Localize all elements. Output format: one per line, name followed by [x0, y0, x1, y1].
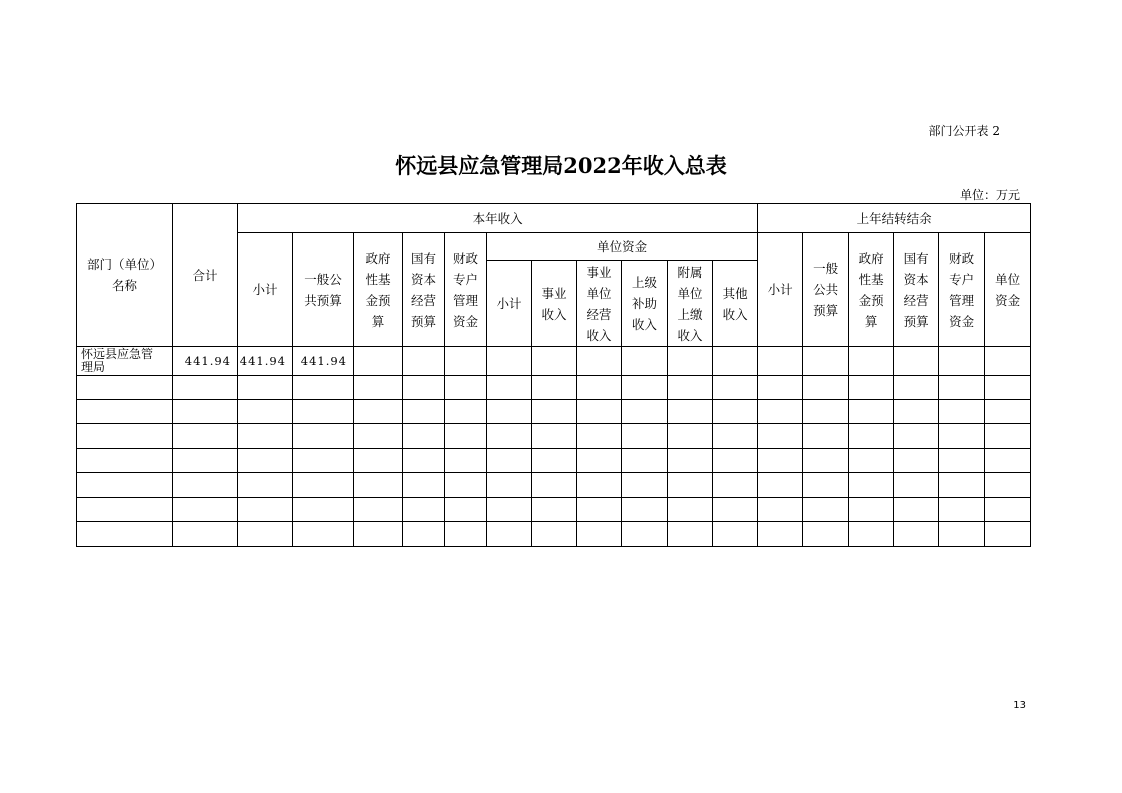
row-total: 441.94: [173, 347, 238, 376]
header-ly-unit-funds: 单位 资金: [985, 233, 1031, 347]
table-row-empty: [77, 400, 1031, 424]
table-row-empty: [77, 449, 1031, 473]
page-title: 怀远县应急管理局2022年收入总表: [395, 153, 727, 178]
header-business-unit-income: 事业 单位 经营 收入: [577, 261, 622, 347]
header-ly-state-capital: 国有 资本 经营 预算: [894, 233, 939, 347]
table-number: 部门公开表 2: [928, 124, 1000, 138]
row-general-budget: 441.94: [293, 347, 354, 376]
header-general-budget: 一般公 共预算: [293, 233, 354, 347]
table-row: [77, 347, 1031, 376]
header-business-income: 事业 收入: [532, 261, 577, 347]
unit-label: 单位：万元: [959, 188, 1020, 202]
header-ly-gov-fund: 政府 性基 金预 算: [849, 233, 894, 347]
page-number: 13: [1013, 700, 1026, 711]
table-row-empty: [77, 522, 1031, 547]
header-other-income: 其他 收入: [713, 261, 758, 347]
header-last-year: 上年结转结余: [758, 204, 1031, 233]
header-subtotal: 小计: [238, 233, 293, 347]
row-subtotal: 441.94: [238, 347, 293, 376]
header-ly-subtotal: 小计: [758, 233, 803, 347]
header-fiscal-special: 财政 专户 管理 资金: [445, 233, 487, 347]
header-ly-general: 一般 公共 预算: [803, 233, 849, 347]
header-gov-fund: 政府 性基 金预 算: [354, 233, 403, 347]
row-name: 怀远县应急管 理局: [77, 347, 173, 376]
header-unit-subtotal: 小计: [487, 261, 532, 347]
table-row-empty: [77, 473, 1031, 498]
header-total: 合计: [173, 204, 238, 347]
header-state-capital: 国有 资本 经营 预算: [403, 233, 445, 347]
table-row-empty: [77, 498, 1031, 522]
header-superior-subsidy: 上级 补助 收入: [622, 261, 668, 347]
income-summary-table: [76, 203, 1031, 547]
table-row-empty: [77, 376, 1031, 400]
header-dept: 部门（单位） 名称: [77, 204, 173, 347]
header-current-year: 本年收入: [238, 204, 758, 233]
header-affiliated-income: 附属 单位 上缴 收入: [668, 261, 713, 347]
header-ly-fiscal-special: 财政 专户 管理 资金: [939, 233, 985, 347]
header-unit-funds: 单位资金: [487, 233, 758, 261]
table-row-empty: [77, 424, 1031, 449]
